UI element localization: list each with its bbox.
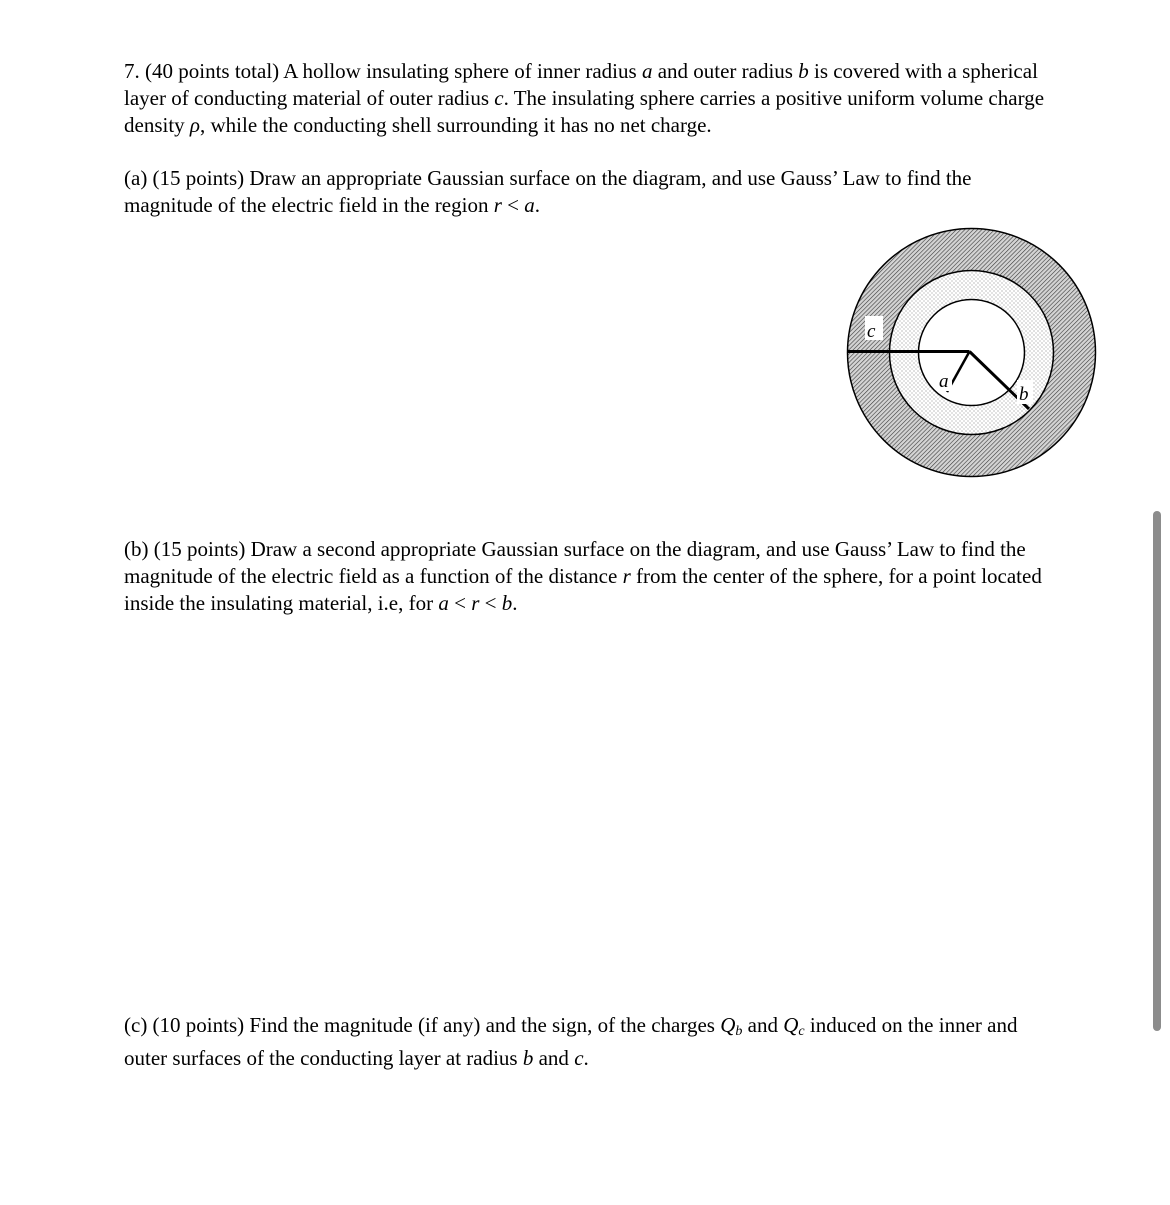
label-a: a — [939, 371, 949, 392]
vertical-scrollbar[interactable] — [1153, 511, 1161, 1031]
part-a-question: (a) (15 points) Draw an appropriate Gaussian surface on the diagram, and use Gauss’ Law to find the magnitude of the electric field in the region r < a. — [124, 166, 972, 217]
part-c-question: (c) (10 points) Find the magnitude (if any) and the sign, of the charges $Q_b$ and $Q_c$ induced on the inner and outer surfaces of the conducting layer at radius b and c. — [124, 1013, 1018, 1070]
label-c: c — [867, 321, 876, 342]
label-b: b — [1019, 384, 1029, 405]
sphere-diagram — [845, 226, 1098, 479]
problem-intro: 7. (40 points total) A hollow insulating sphere of inner radius a and outer radius b is covered with a spherical layer of conducting material of outer radius c. The insulating sphere carries a positive uniform volume charge density ρ, while the conducting shell surrounding it has no net charge. — [124, 59, 1045, 137]
part-b-question: (b) (15 points) Draw a second appropriate Gaussian surface on the diagram, and use Gauss’ Law to find the magnitude of the electric field as a function of the distance r from the center of the sphere, for a point located inside the insulating material, i.e, for a < r < b. — [124, 537, 1042, 615]
